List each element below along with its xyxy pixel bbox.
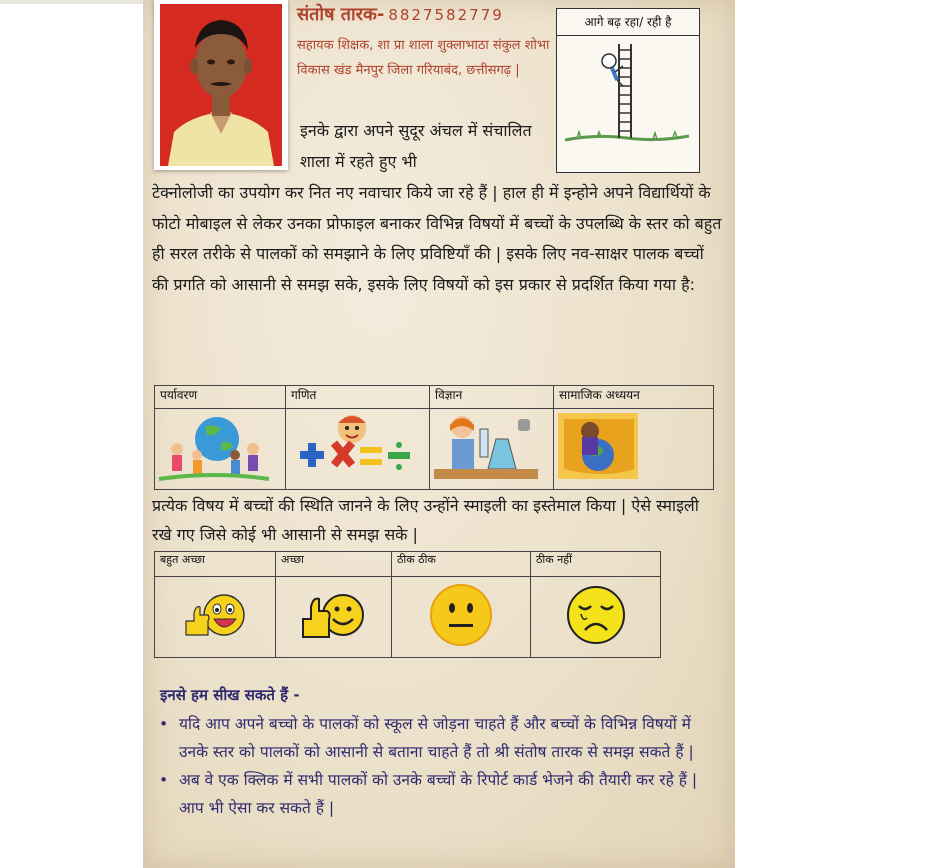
math-symbols-boy-icon <box>286 409 418 485</box>
smiley-paragraph: प्रत्येक विषय में बच्चों की स्थिति जानने के लिए उन्होंने स्माइली का इस्तेमाल किया | ऐसे स्माइली रखे गए जिसे कोई भी आसानी से समझ सके | <box>152 496 699 544</box>
subjects-table <box>154 385 714 490</box>
rating-label-not-good: ठीक नहीं <box>531 552 661 577</box>
list-item <box>157 710 722 766</box>
top-strip <box>0 0 150 4</box>
subject-cell-math <box>286 409 430 490</box>
rating-cell-average <box>392 577 531 658</box>
rating-label-good: अच्छा <box>276 552 392 577</box>
children-globe-icon <box>155 409 273 485</box>
ratings-header-row <box>155 552 661 577</box>
bullet-icon: • <box>159 771 169 789</box>
rating-cell-not-good <box>531 577 661 658</box>
teacher-name-line <box>297 2 504 26</box>
subjects-header-row <box>155 386 714 409</box>
learn-heading: इनसे हम सीख सकते हैं - <box>160 686 300 704</box>
subject-label-social-studies: सामाजिक अध्ययन <box>554 386 714 409</box>
subjects-image-row <box>155 409 714 490</box>
sad-face-icon <box>561 582 631 648</box>
learn-point-text: यदि आप अपने बच्चो के पालकों को स्कूल से जोड़ना चाहते हैं और बच्चों के विभिन्न विषयों में उनके स्तर को पालकों को आसानी से बताना चाहते हैं तो श्री संतोष तारक से समझ सकते हैं | <box>179 715 694 761</box>
subject-cell-science <box>430 409 554 490</box>
list-item <box>157 766 722 822</box>
learn-point-text: अब वे एक क्लिक में सभी पालकों को उनके बच्चों के रिपोर्ट कार्ड भेजने की तैयारी कर रहे हैं | आप भी ऐसा कर सकते हैं | <box>179 771 698 817</box>
subject-label-environment: पर्यावरण <box>155 386 286 409</box>
neutral-face-icon <box>426 582 496 648</box>
subject-label-science: विज्ञान <box>430 386 554 409</box>
globe-student-icon <box>554 409 644 485</box>
rating-label-very-good: बहुत अच्छा <box>155 552 276 577</box>
very-happy-thumbs-up-icon <box>180 587 250 643</box>
happy-thumbs-up-icon <box>299 585 369 645</box>
scientist-lab-icon <box>430 409 542 485</box>
learn-points-list <box>157 710 722 822</box>
rating-cell-good <box>276 577 392 658</box>
teacher-phone: 8827582779 <box>388 6 504 24</box>
teacher-designation: सहायक शिक्षक, शा प्रा शाला शुक्लाभाठा संकुल शोभा विकास खंड मैनपुर जिला गरियाबंद, छत्तीसगढ़ | <box>297 38 550 78</box>
rating-label-average: ठीक ठीक <box>392 552 531 577</box>
subject-cell-environment <box>155 409 286 490</box>
main-paragraph: टेक्नोलोजी का उपयोग कर नित नए नवाचार किये जा रहे हैं | हाल ही में इन्होने अपने विद्यार्थियों के फोटो मोबाइल से लेकर उनका प्रोफाइल बनाकर विभिन्न विषयों में बच्चों के उपलब्धि के स्तर को बहुत ही सरल तरीके से पालकों को समझाने के लिए प्रविष्टियाँ की | इसके लिए नव-साक्षर पालक बच्चों की प्रगति को आसानी से समझ सके, इसके लिए विषयों को इस प्रकार से प्रदर्शित किया गया है: <box>152 183 722 294</box>
ratings-table <box>154 551 661 658</box>
intro-text: इनके द्वारा अपने सुदूर अंचल में संचालित शाला में रहते हुए भी <box>300 121 532 171</box>
portrait-image <box>160 4 282 166</box>
subject-label-math: गणित <box>286 386 430 409</box>
subject-cell-social-studies <box>554 409 714 490</box>
ladder-climber-icon <box>557 36 697 170</box>
ratings-image-row <box>155 577 661 658</box>
teacher-photo <box>154 0 288 170</box>
ladder-title: आगे बढ़ रहा/ रही है <box>557 9 699 36</box>
progress-ladder-box <box>556 8 700 173</box>
teacher-name: संतोष तारक- <box>297 4 385 25</box>
rating-cell-very-good <box>155 577 276 658</box>
bullet-icon: • <box>159 715 169 733</box>
